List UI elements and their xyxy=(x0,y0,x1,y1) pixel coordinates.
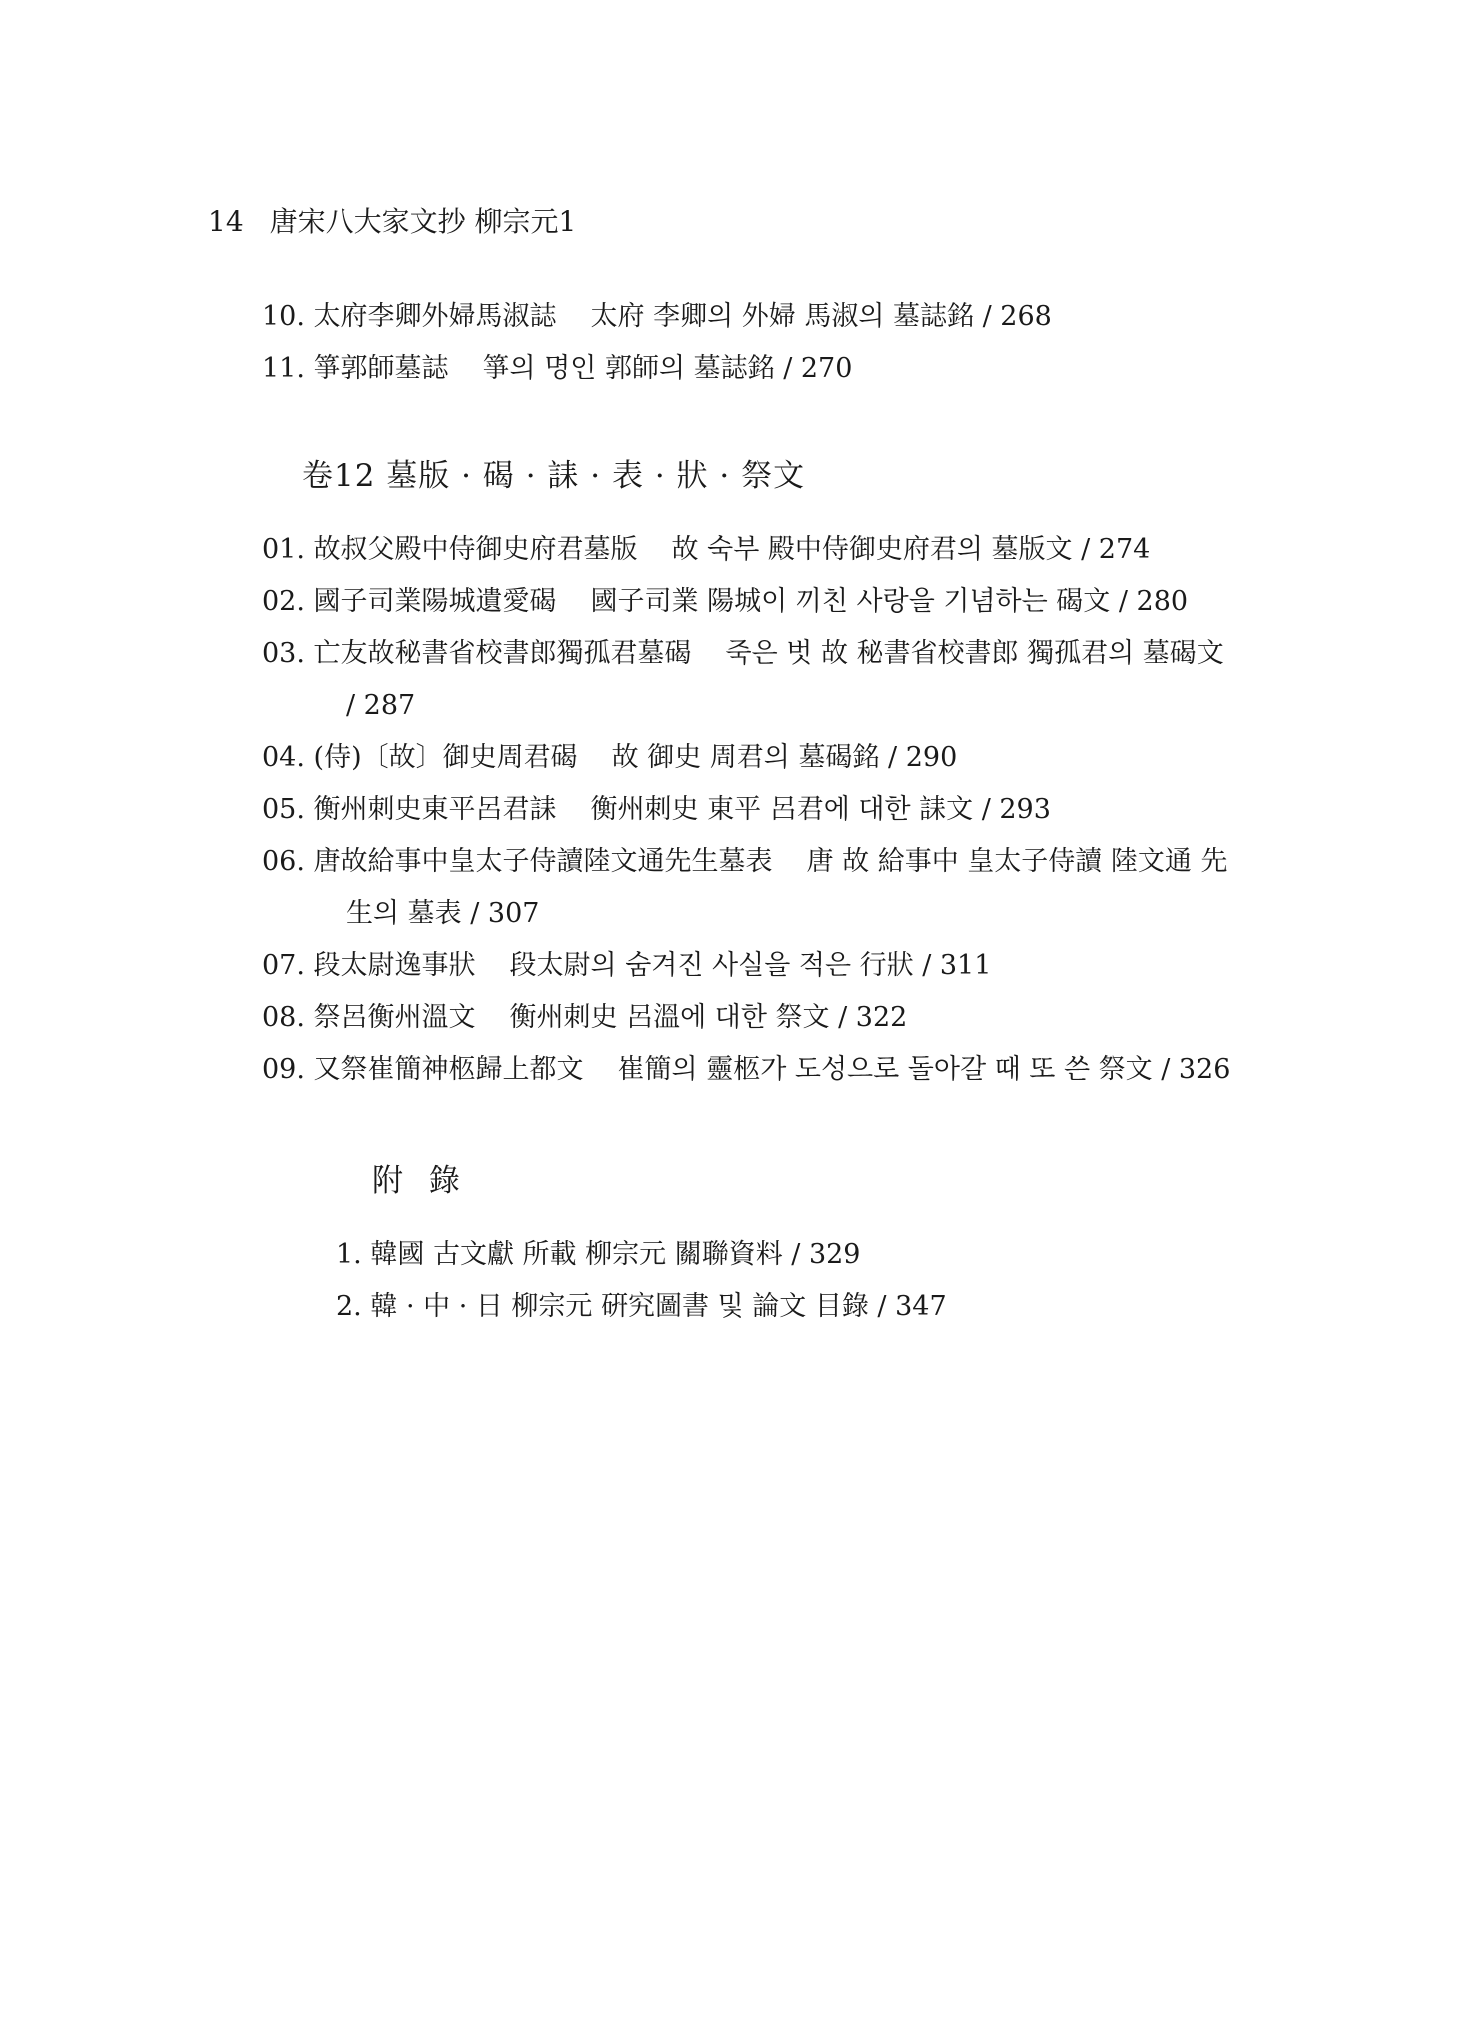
entry-number: 03. xyxy=(262,638,305,669)
toc-entry xyxy=(262,732,1230,784)
entry-gloss: 國子司業 陽城이 끼친 사랑을 기념하는 碣文 / 280 xyxy=(590,586,1189,617)
entry-title: 箏郭師墓誌 xyxy=(313,353,449,384)
appendix-entry xyxy=(336,1229,947,1281)
section-heading: 卷12 墓版 · 碣 · 誄 · 表 · 狀 · 祭文 xyxy=(302,458,806,494)
toc-entry xyxy=(262,784,1230,836)
entry-gloss: 衡州刺史 呂溫에 대한 祭文 / 322 xyxy=(509,1002,908,1033)
entry-number: 06. xyxy=(262,846,305,877)
entry-number: 07. xyxy=(262,950,305,981)
appendix-entry xyxy=(336,1281,947,1333)
entry-title: 段太尉逸事狀 xyxy=(313,950,476,981)
entry-gloss: 故 御史 周君의 墓碣銘 / 290 xyxy=(611,742,958,773)
entry-gloss: 故 숙부 殿中侍御史府君의 墓版文 / 274 xyxy=(671,534,1151,565)
entry-gloss: 崔簡의 靈柩가 도성으로 돌아갈 때 또 쓴 祭文 / 326 xyxy=(617,1054,1231,1085)
entry-number: 04. xyxy=(262,742,305,773)
entry-gloss: 唐 故 給事中 皇太子侍讀 陸文通 先 xyxy=(806,846,1228,877)
entry-title: 祭呂衡州溫文 xyxy=(313,1002,476,1033)
toc-entry xyxy=(262,836,1230,940)
toc-entry xyxy=(262,992,1230,1044)
entry-gloss: 죽은 벗 故 秘書省校書郎 獨孤君의 墓碣文 xyxy=(725,638,1224,669)
entry-number: 02. xyxy=(262,586,305,617)
entry-number: 08. xyxy=(262,1002,305,1033)
entry-title: 故叔父殿中侍御史府君墓版 xyxy=(313,534,638,565)
entry-text: 韓 · 中 · 日 柳宗元 硏究圖書 및 論文 目錄 / 347 xyxy=(370,1291,947,1322)
entry-continuation: 生의 墓表 / 307 xyxy=(346,898,540,929)
entry-title: (侍)〔故〕御史周君碣 xyxy=(313,742,578,773)
toc-entry xyxy=(262,576,1230,628)
toc-entry xyxy=(262,291,1052,343)
entry-gloss: 太府 李卿의 外婦 馬淑의 墓誌銘 / 268 xyxy=(590,301,1052,332)
toc-entry xyxy=(262,524,1230,576)
entry-title: 衡州刺史東平呂君誄 xyxy=(313,794,557,825)
entry-number: 1. xyxy=(336,1239,362,1270)
entry-number: 2. xyxy=(336,1291,362,1322)
vol12-entries xyxy=(262,524,1230,1096)
entry-title: 唐故給事中皇太子侍讀陸文通先生墓表 xyxy=(313,846,773,877)
page-number: 14 xyxy=(208,205,244,238)
toc-entry xyxy=(262,1044,1230,1096)
entry-number: 10. xyxy=(262,301,305,332)
entry-title: 亡友故秘書省校書郎獨孤君墓碣 xyxy=(313,638,692,669)
entry-number: 11. xyxy=(262,353,305,384)
entry-continuation: / 287 xyxy=(346,690,416,721)
entry-gloss: 箏의 명인 郭師의 墓誌銘 / 270 xyxy=(482,353,853,384)
entry-gloss: 衡州刺史 東平 呂君에 대한 誄文 / 293 xyxy=(590,794,1051,825)
entry-title: 太府李卿外婦馬淑誌 xyxy=(313,301,557,332)
entry-title: 國子司業陽城遺愛碣 xyxy=(313,586,557,617)
toc-entry xyxy=(262,940,1230,992)
running-head xyxy=(208,202,576,242)
appendix-heading: 附 錄 xyxy=(372,1163,468,1199)
book-title: 唐宋八大家文抄 柳宗元1 xyxy=(269,205,577,238)
entry-number: 05. xyxy=(262,794,305,825)
entry-number: 01. xyxy=(262,534,305,565)
entry-title: 又祭崔簡神柩歸上都文 xyxy=(313,1054,584,1085)
entry-text: 韓國 古文獻 所載 柳宗元 關聯資料 / 329 xyxy=(370,1239,861,1270)
toc-entry xyxy=(262,343,1052,395)
appendix-entries xyxy=(336,1229,947,1333)
toc-entry xyxy=(262,628,1230,732)
entry-gloss: 段太尉의 숨겨진 사실을 적은 行狀 / 311 xyxy=(509,950,992,981)
entry-number: 09. xyxy=(262,1054,305,1085)
vol11-entries xyxy=(262,291,1052,395)
